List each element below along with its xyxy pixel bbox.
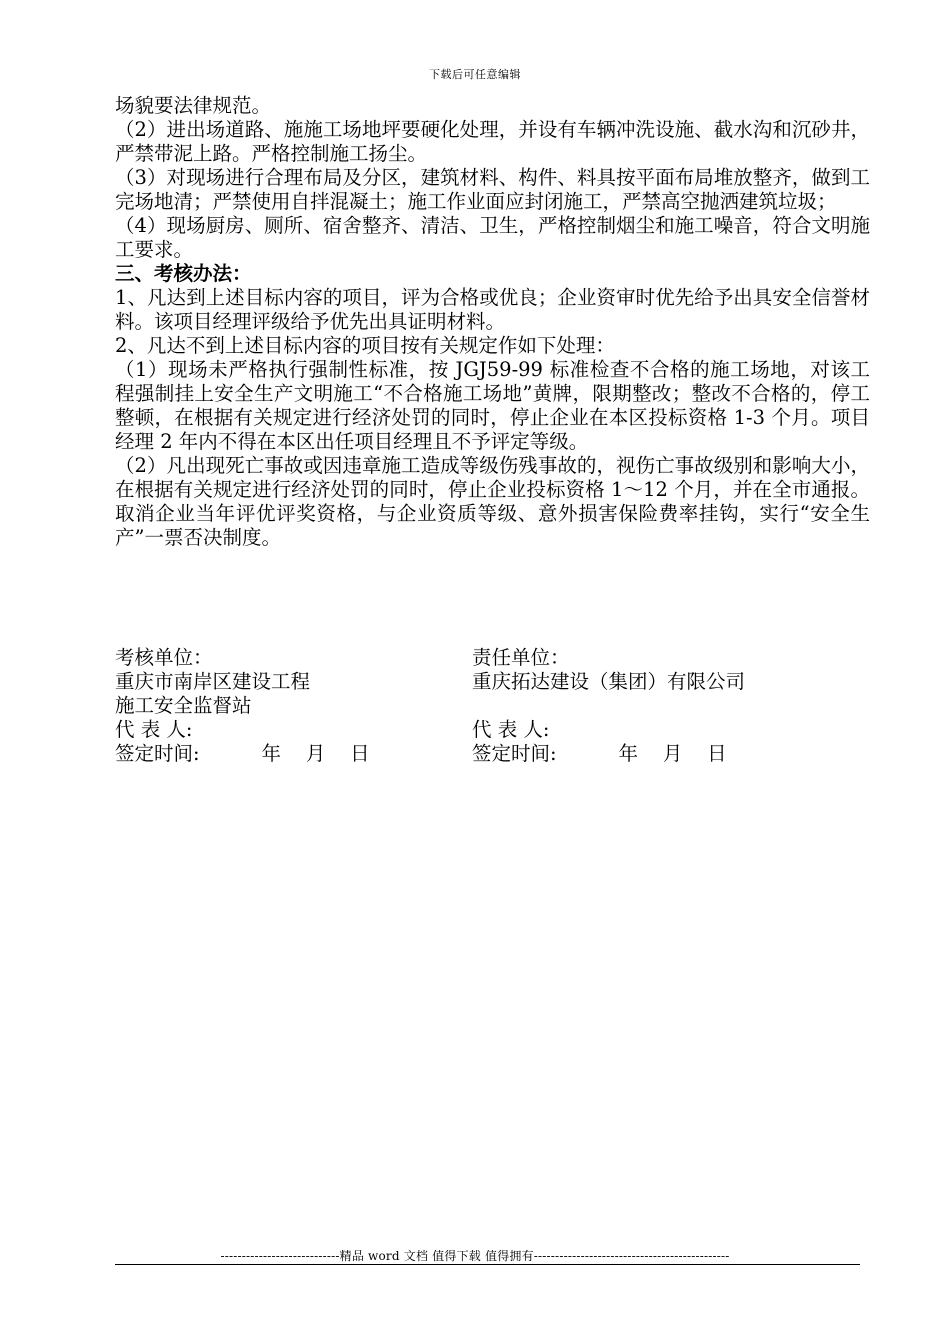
signature-right: [472, 646, 832, 766]
section-heading: 三、考核办法：: [115, 262, 252, 285]
assessing-representative: 代 表 人:: [115, 718, 193, 741]
footer-divider: [115, 1264, 860, 1265]
responsible-representative: 代 表 人:: [472, 718, 550, 741]
assessing-unit-name-line1: 重庆市南岸区建设工程: [115, 670, 311, 693]
body-paragraph-1: 场貌要法律规范。: [115, 94, 272, 117]
body-paragraph-2: （2）进出场道路、施施工场地坪要硬化处理，并设有车辆冲洗设施、截水沟和沉砂井，严禁带泥上路。严格控制施工扬尘。: [115, 118, 870, 165]
assessing-unit-name-line2: 施工安全监督站: [115, 694, 252, 717]
responsible-unit-label: 责任单位：: [472, 646, 570, 669]
body-paragraph-3: （3）对现场进行合理布局及分区，建筑材料、构件、料具按平面布局堆放整齐，做到工完场地清；严禁使用自拌混凝土；施工作业面应封闭施工，严禁高空抛洒建筑垃圾；: [115, 166, 870, 213]
document-body: [115, 94, 870, 550]
section-paragraph-2: 2、凡达不到上述目标内容的项目按有关规定作如下处理：: [115, 334, 615, 357]
header-note: 下载后可任意编辑: [429, 68, 521, 81]
assessing-sign-date: 签定时间: 年 月 日: [115, 742, 370, 765]
signature-left: [115, 646, 475, 766]
footer-note: ----------------------------精品 word 文档 值得下载 值得拥有----------------------------------------------: [220, 1249, 730, 1263]
section-paragraph-4: （2）凡出现死亡事故或因违章施工造成等级伤残事故的，视伤亡事故级别和影响大小，在根据有关规定进行经济处罚的同时，停止企业投标资格 1～12 个月，并在全市通报。取消企业当年评优评奖资格，与企业资质等级、意外损害保险费率挂钩，实行“安全生产”一票否决制度。: [115, 454, 870, 549]
responsible-sign-date: 签定时间: 年 月 日: [472, 742, 727, 765]
signature-spacer: [472, 694, 832, 718]
section-paragraph-1: 1、凡达到上述目标内容的项目，评为合格或优良；企业资审时优先给予出具安全信誉材料。该项目经理评级给予优先出具证明材料。: [115, 286, 870, 333]
body-paragraph-4: （4）现场厨房、厕所、宿舍整齐、清洁、卫生，严格控制烟尘和施工噪音，符合文明施工要求。: [115, 214, 870, 261]
responsible-unit-name: 重庆拓达建设（集团）有限公司: [472, 670, 746, 693]
assessing-unit-label: 考核单位：: [115, 646, 213, 669]
section-paragraph-3: （1）现场未严格执行强制性标准，按 JGJ59-99 标准检查不合格的施工场地，对该工程强制挂上安全生产文明施工“不合格施工场地”黄牌，限期整改；整改不合格的，停工整顿，在根据有关规定进行经济处罚的同时，停止企业在本区投标资格 1-3 个月。项目经理 2 年内不得在本区出任项目经理且不予评定等级。: [115, 358, 870, 453]
